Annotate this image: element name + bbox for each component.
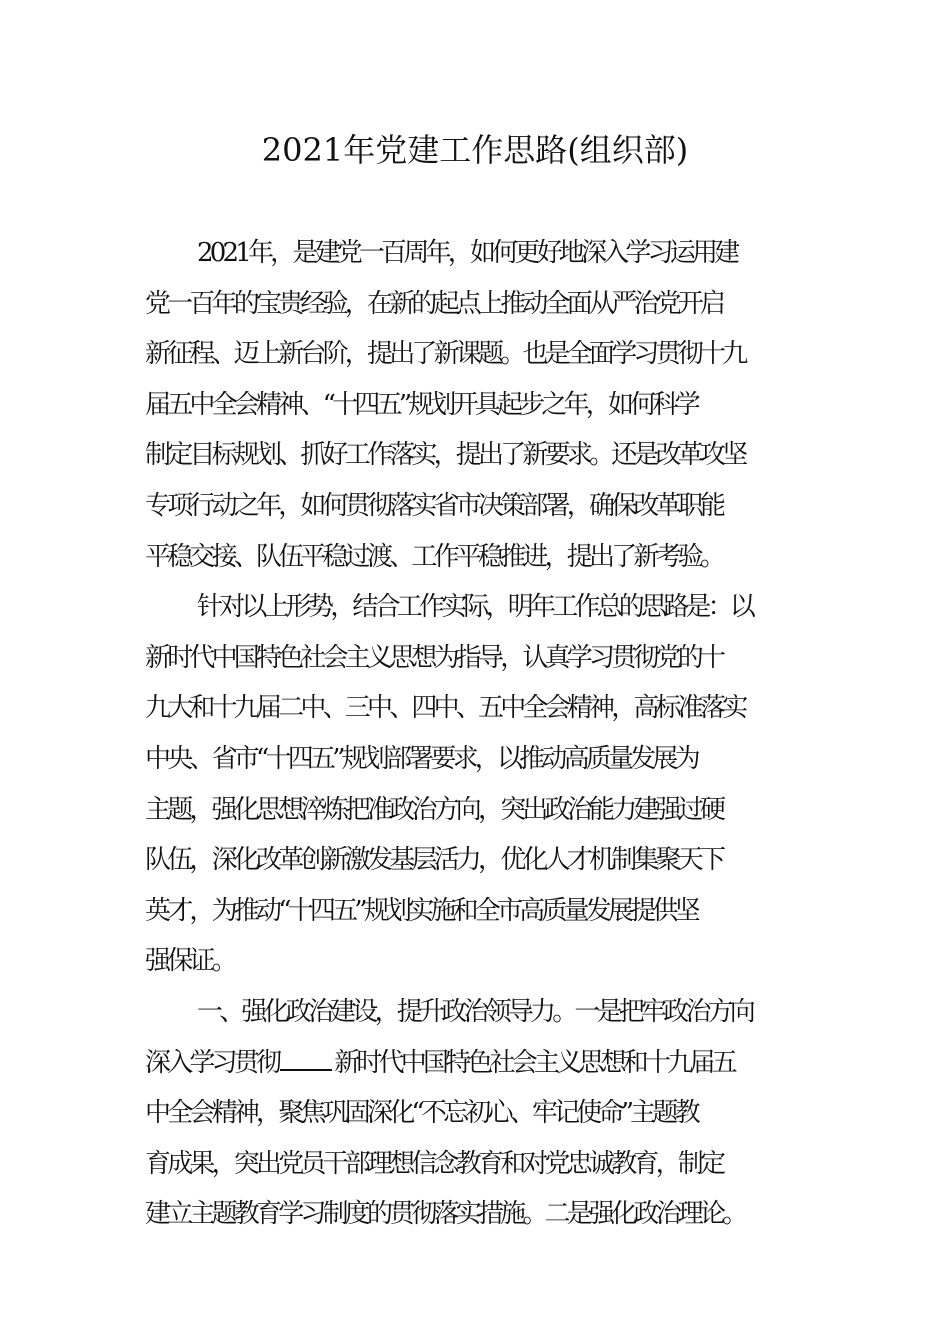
text-line: 主题，强化思想淬炼把准政治方向，突出政治能力建强过硬: [145, 794, 723, 825]
text-line: 中央、省市“十四五”规划部署要求，以推动高质量发展为: [145, 743, 697, 774]
text-line: 育成果，突出党员干部理想信念教育和对党忠诚教育，制定: [145, 1148, 723, 1179]
text-line: 届五中全会精神、“十四五”规划开具起步之年，如何科学: [145, 389, 697, 420]
text-fragment: 深入学习贯彻: [145, 1047, 279, 1078]
text-line: 专项行动之年，如何贯彻落实省市决策部署，确保改革职能: [145, 490, 723, 521]
text-line: 中全会精神，聚焦巩固深化“不忘初心、牢记使命”主题教: [145, 1098, 697, 1129]
text-line: 党一百年的宝贵经验，在新的起点上推动全面从严治党开启: [145, 288, 723, 319]
text-line: 制定目标规划、抓好工作落实，提出了新要求。还是改革攻坚: [145, 440, 745, 471]
text-line: 强保证。: [145, 946, 234, 977]
text-line: 建立主题教育学习制度的贯彻落实措施。二是强化政治理论。: [145, 1199, 745, 1230]
underline-blank: [280, 1049, 332, 1071]
text-line: 平稳交接、队伍平稳过渡、工作平稳推进，提出了新考验。: [145, 541, 723, 572]
text-line: 2021年，是建党一百周年，如何更好地深入学习运用建: [197, 238, 737, 268]
paragraph-2: [145, 582, 825, 987]
document-body: [145, 228, 825, 1240]
text-line: 队伍，深化改革创新激发基层活力，优化人才机制集聚天下: [145, 845, 723, 876]
paragraph-3: [145, 987, 825, 1240]
text-fragment: 新时代中国特色社会主义思想和十九届五: [334, 1047, 734, 1078]
document-title: 2021年党建工作思路(组织部): [261, 131, 689, 169]
paragraph-1: [145, 228, 825, 582]
text-line-with-blank: [145, 1038, 825, 1089]
text-line: 九大和十九届二中、三中、四中、五中全会精神，高标准落实: [145, 693, 745, 724]
text-line: 针对以上形势，结合工作实际，明年工作总的思路是：以: [197, 592, 753, 623]
text-line: 一、强化政治建设，提升政治领导力。一是把牢政治方向: [197, 996, 753, 1027]
text-line: 新时代中国特色社会主义思想为指导，认真学习贯彻党的十: [145, 642, 723, 673]
text-line: 新征程、迈上新台阶，提出了新课题。也是全面学习贯彻十九: [145, 339, 745, 370]
text-line: 英才，为推动“十四五”规划实施和全市高质量发展提供坚: [145, 895, 697, 926]
